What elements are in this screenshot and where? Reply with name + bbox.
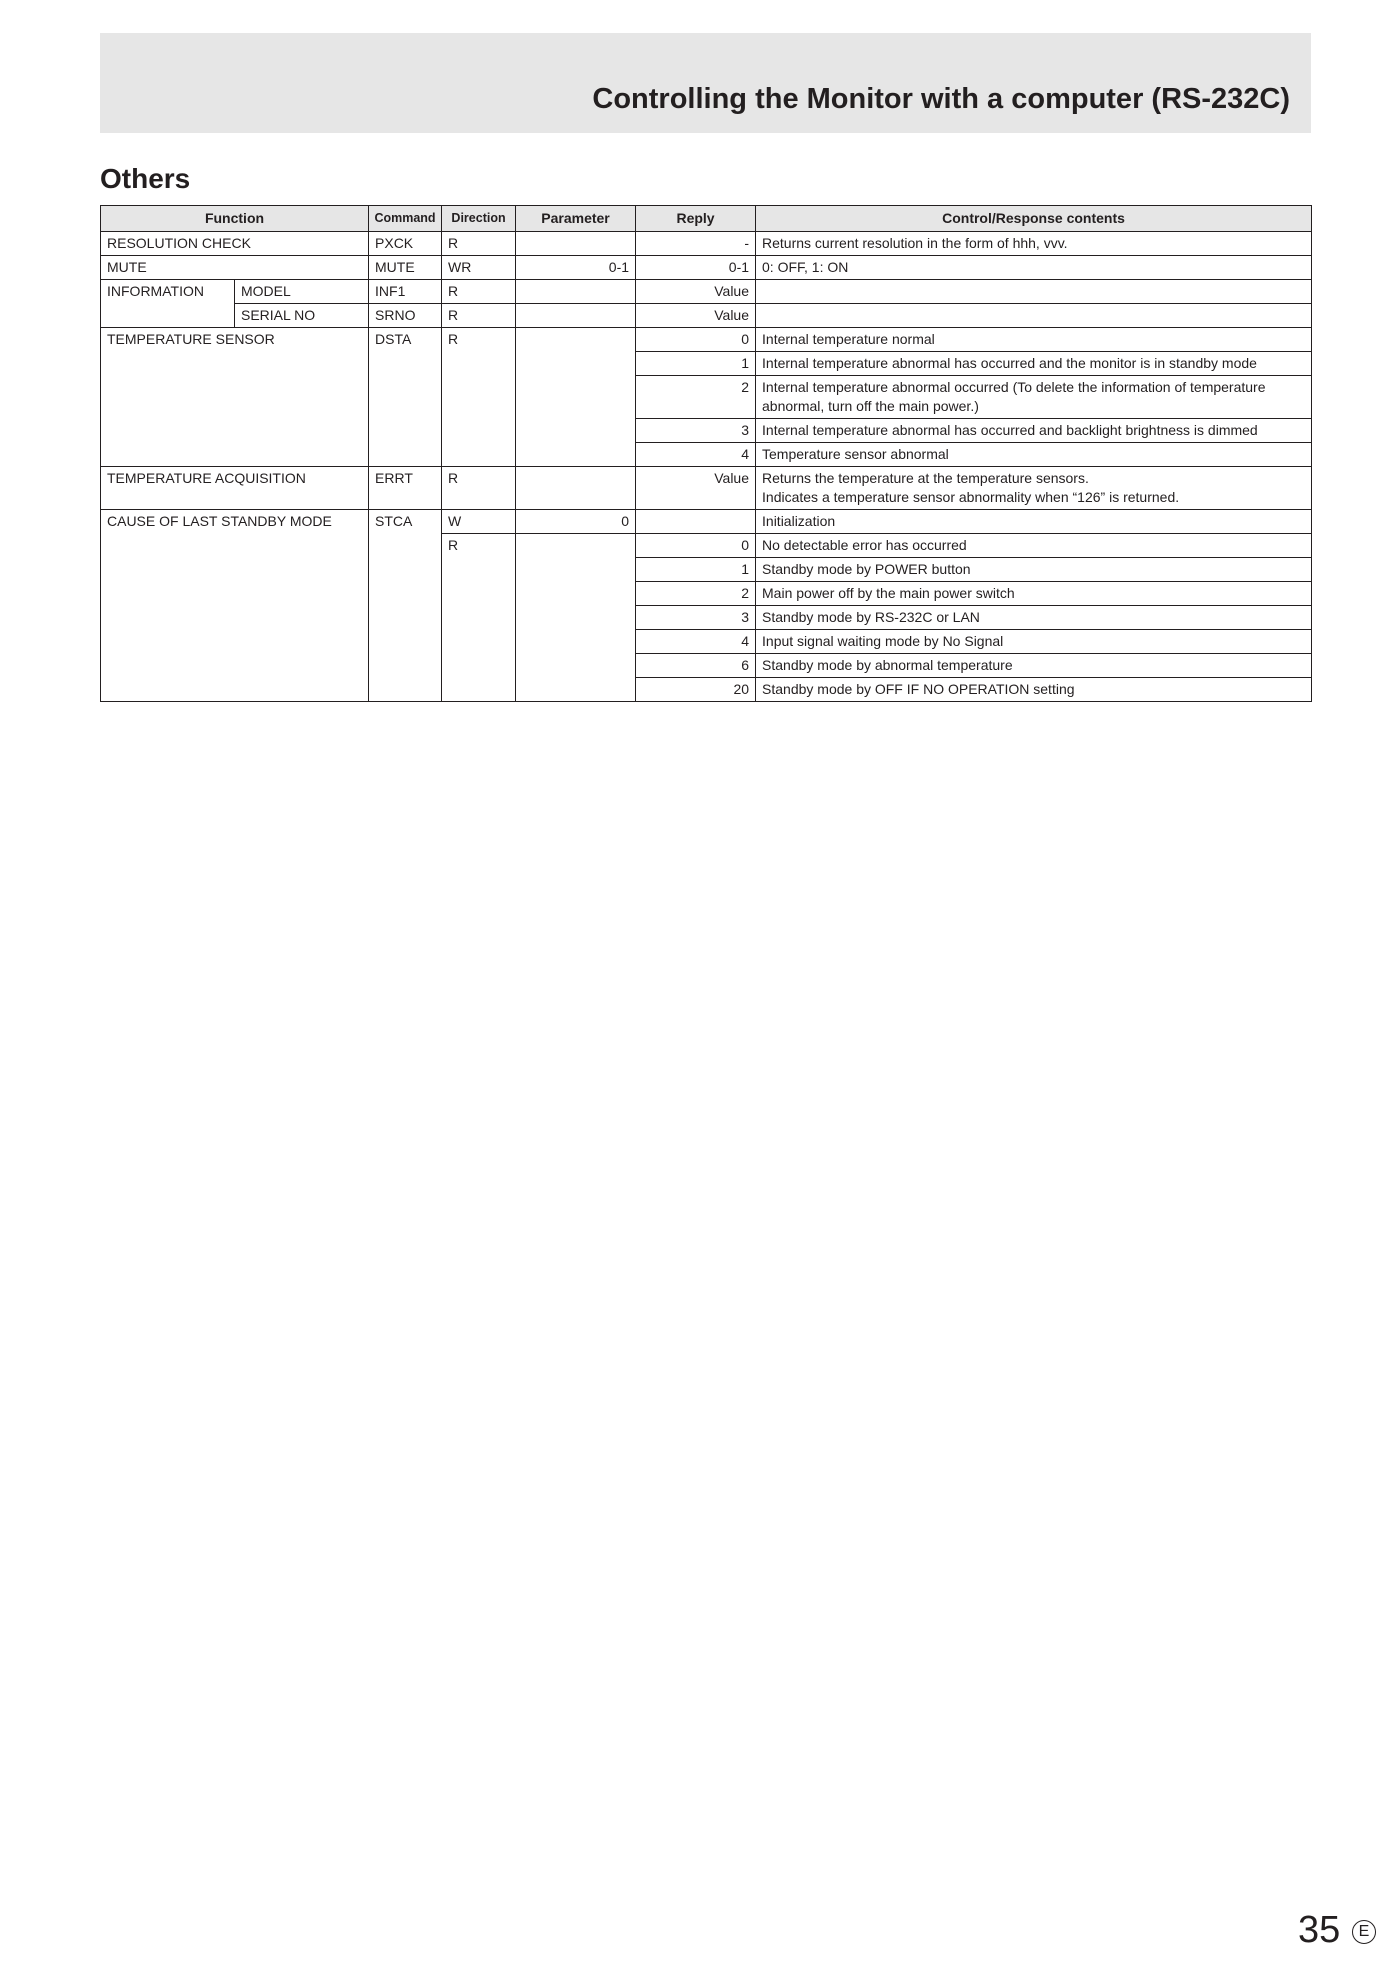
- reply-cell: 2: [636, 582, 756, 606]
- contents-line: Returns the temperature at the temperature sensors.: [762, 470, 1089, 486]
- direction-cell: W: [442, 510, 516, 534]
- table-row: [101, 232, 1312, 256]
- contents-cell: 0: OFF, 1: ON: [756, 256, 1312, 280]
- direction-cell: R: [442, 304, 516, 328]
- reply-cell: 0: [636, 534, 756, 558]
- command-table: [100, 205, 1312, 702]
- contents-cell: Standby mode by abnormal temperature: [756, 654, 1312, 678]
- table-row: [101, 467, 1312, 510]
- subfunction-cell: SERIAL NO: [235, 304, 369, 328]
- contents-cell: Internal temperature abnormal occurred (To delete the information of temperature abnormal, turn off the main power.): [756, 376, 1312, 419]
- direction-cell: R: [442, 280, 516, 304]
- col-header-contents: Control/Response contents: [756, 206, 1312, 232]
- contents-cell: Internal temperature abnormal has occurred and backlight brightness is dimmed: [756, 419, 1312, 443]
- reply-cell: 3: [636, 419, 756, 443]
- reply-cell: 2: [636, 376, 756, 419]
- reply-cell: 1: [636, 352, 756, 376]
- table-row: [101, 280, 1312, 304]
- reply-cell: -: [636, 232, 756, 256]
- reply-cell: Value: [636, 304, 756, 328]
- contents-cell: No detectable error has occurred: [756, 534, 1312, 558]
- command-cell: DSTA: [369, 328, 442, 467]
- parameter-cell: [516, 328, 636, 467]
- reply-cell: 0-1: [636, 256, 756, 280]
- section-title: Others: [100, 163, 191, 194]
- contents-cell: Standby mode by OFF IF NO OPERATION setting: [756, 678, 1312, 702]
- parameter-cell: [516, 232, 636, 256]
- command-cell: SRNO: [369, 304, 442, 328]
- function-cell: CAUSE OF LAST STANDBY MODE: [101, 510, 369, 702]
- header-band: [100, 33, 1311, 133]
- col-header-direction: Direction: [442, 206, 516, 232]
- command-cell: ERRT: [369, 467, 442, 510]
- page-header-title: Controlling the Monitor with a computer (RS-232C): [592, 83, 1290, 115]
- direction-cell: R: [442, 534, 516, 702]
- col-header-reply: Reply: [636, 206, 756, 232]
- function-cell: TEMPERATURE SENSOR: [101, 328, 369, 467]
- reply-cell: 4: [636, 630, 756, 654]
- reply-cell: 6: [636, 654, 756, 678]
- reply-cell: [636, 510, 756, 534]
- page-number: 35: [1298, 1909, 1341, 1951]
- function-cell: TEMPERATURE ACQUISITION: [101, 467, 369, 510]
- reply-cell: 0: [636, 328, 756, 352]
- col-header-parameter: Parameter: [516, 206, 636, 232]
- contents-cell: Standby mode by POWER button: [756, 558, 1312, 582]
- direction-cell: R: [442, 232, 516, 256]
- contents-cell: Input signal waiting mode by No Signal: [756, 630, 1312, 654]
- command-cell: INF1: [369, 280, 442, 304]
- contents-cell: [756, 467, 1312, 510]
- contents-cell: [756, 280, 1312, 304]
- parameter-cell: [516, 534, 636, 702]
- contents-cell: Standby mode by RS-232C or LAN: [756, 606, 1312, 630]
- table-row: [101, 328, 1312, 352]
- reply-cell: Value: [636, 467, 756, 510]
- direction-cell: R: [442, 328, 516, 467]
- parameter-cell: [516, 280, 636, 304]
- language-badge: E: [1352, 1920, 1376, 1944]
- parameter-cell: [516, 304, 636, 328]
- contents-cell: Returns current resolution in the form of hhh, vvv.: [756, 232, 1312, 256]
- reply-cell: 20: [636, 678, 756, 702]
- command-cell: MUTE: [369, 256, 442, 280]
- contents-line: Indicates a temperature sensor abnormality when “126” is returned.: [762, 489, 1180, 505]
- contents-cell: Initialization: [756, 510, 1312, 534]
- reply-cell: 1: [636, 558, 756, 582]
- function-cell: MUTE: [101, 256, 369, 280]
- subfunction-cell: MODEL: [235, 280, 369, 304]
- reply-cell: 4: [636, 443, 756, 467]
- contents-cell: Internal temperature abnormal has occurred and the monitor is in standby mode: [756, 352, 1312, 376]
- parameter-cell: [516, 467, 636, 510]
- reply-cell: 3: [636, 606, 756, 630]
- contents-cell: Temperature sensor abnormal: [756, 443, 1312, 467]
- parameter-cell: 0-1: [516, 256, 636, 280]
- col-header-function: Function: [101, 206, 369, 232]
- table-row: [101, 510, 1312, 534]
- contents-cell: [756, 304, 1312, 328]
- table-header-row: [101, 206, 1312, 232]
- function-cell: INFORMATION: [101, 280, 235, 328]
- reply-cell: Value: [636, 280, 756, 304]
- table-row: [101, 256, 1312, 280]
- command-cell: PXCK: [369, 232, 442, 256]
- contents-cell: Internal temperature normal: [756, 328, 1312, 352]
- direction-cell: R: [442, 467, 516, 510]
- contents-cell: Main power off by the main power switch: [756, 582, 1312, 606]
- parameter-cell: 0: [516, 510, 636, 534]
- table-row: [101, 304, 1312, 328]
- direction-cell: WR: [442, 256, 516, 280]
- col-header-command: Command: [369, 206, 442, 232]
- command-cell: STCA: [369, 510, 442, 702]
- function-cell: RESOLUTION CHECK: [101, 232, 369, 256]
